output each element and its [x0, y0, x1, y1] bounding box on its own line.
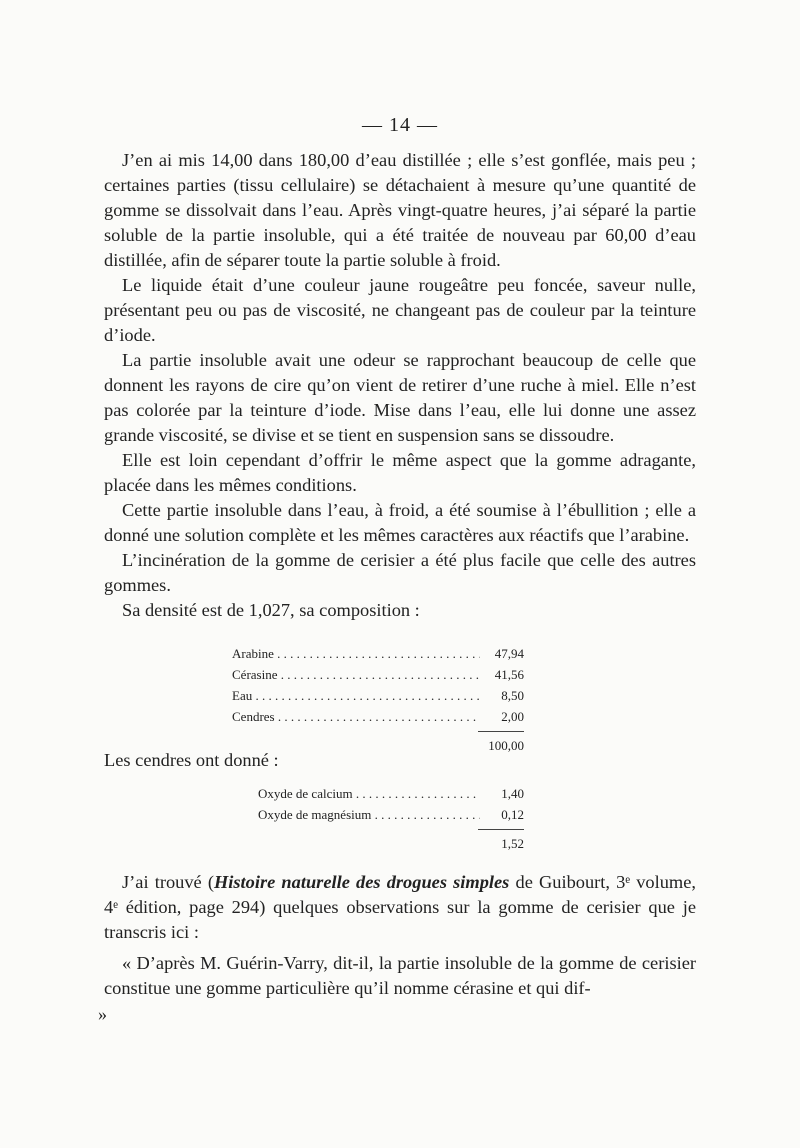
- ash-table: [258, 783, 524, 854]
- sum-rule: [478, 731, 524, 732]
- composition-total: 100,00: [488, 738, 524, 753]
- component-name: Oxyde de calcium . . .: [258, 786, 480, 802]
- ash-total: 1,52: [501, 836, 524, 851]
- table-row: [258, 783, 524, 804]
- paragraph: Cette partie insoluble dans l’eau, à froid, a été soumise à l’ébullition ; elle a donné une solution complète et les mêmes caractères aux réactifs que l’arabine.: [104, 500, 696, 545]
- table-row: [232, 664, 524, 685]
- citation-before: J’ai trouvé (: [122, 872, 214, 892]
- component-name: Oxyde de magnésium . . .: [258, 807, 480, 823]
- sum-rule: [478, 829, 524, 830]
- composition-table: [232, 643, 524, 756]
- component-value: 2,00: [501, 708, 524, 724]
- paragraph: J’en ai mis 14,00 dans 180,00 d’eau distillée ; elle s’est gonflée, mais peu ; certaines parties (tissu cellulaire) se détachaient à mesure qu’une quantité de gomme se dissolvait dans l’eau. Après vingt-quatre heures, j’ai séparé la partie soluble de la partie insoluble, qui a été traitée de nouveau par 60,00 d’eau distillée, afin de séparer toute la partie soluble à froid.: [104, 150, 696, 270]
- page-number: — 14 —: [362, 114, 438, 136]
- quote-paragraph: « D’après M. Guérin-Varry, dit-il, la partie insoluble de la gomme de cerisier constitue une gomme particulière qu’il nomme cérasine et qui dif-: [104, 953, 696, 998]
- book-title: Histoire naturelle des drogues simples: [213, 872, 510, 892]
- paragraph: Sa densité est de 1,027, sa composition :: [122, 600, 420, 620]
- component-name: Eau . . .: [232, 688, 480, 704]
- component-value: 1,40: [501, 785, 524, 801]
- citation-paragraph: [104, 870, 696, 945]
- paragraph: Le liquide était d’une couleur jaune rougeâtre peu foncée, saveur nulle, présentant peu ou pas de viscosité, ne changeant pas de couleur par la teinture d’iode.: [104, 275, 696, 345]
- component-value: 41,56: [494, 666, 524, 682]
- paragraph: Elle est loin cependant d’offrir le même aspect que la gomme adragante, placée dans les mêmes conditions.: [104, 450, 696, 495]
- ash-heading: Les cendres ont donné :: [104, 750, 279, 770]
- citation-after: de Guibourt, 3ᵉ volume, 4ᵉ édition, page 294) quelques observations sur la gomme de cerisier que je transcris ici :: [104, 872, 696, 942]
- table-row: [258, 804, 524, 825]
- component-value: 0,12: [501, 806, 524, 822]
- table-row: [232, 706, 524, 727]
- paragraph: L’incinération de la gomme de cerisier a été plus facile que celle des autres gommes.: [104, 550, 696, 595]
- body-text-top: [104, 148, 696, 623]
- body-text-bottom: [104, 870, 696, 1001]
- paragraph: La partie insoluble avait une odeur se rapprochant beaucoup de celle que donnent les rayons de cire qu’on vient de retirer d’une ruche à miel. Elle n’est pas colorée par la teinture d’iode. Mise dans l’eau, elle lui donne une assez grande viscosité, se divise et se tient en suspension sans se dissoudre.: [104, 350, 696, 445]
- table-row: [232, 643, 524, 664]
- component-name: Cendres . . .: [232, 709, 480, 725]
- component-value: 8,50: [501, 687, 524, 703]
- table-row: [232, 685, 524, 706]
- component-value: 47,94: [494, 645, 524, 661]
- component-name: Cérasine . . .: [232, 667, 480, 683]
- component-name: Arabine . . .: [232, 646, 480, 662]
- quote-continuation-mark: »: [98, 1004, 107, 1024]
